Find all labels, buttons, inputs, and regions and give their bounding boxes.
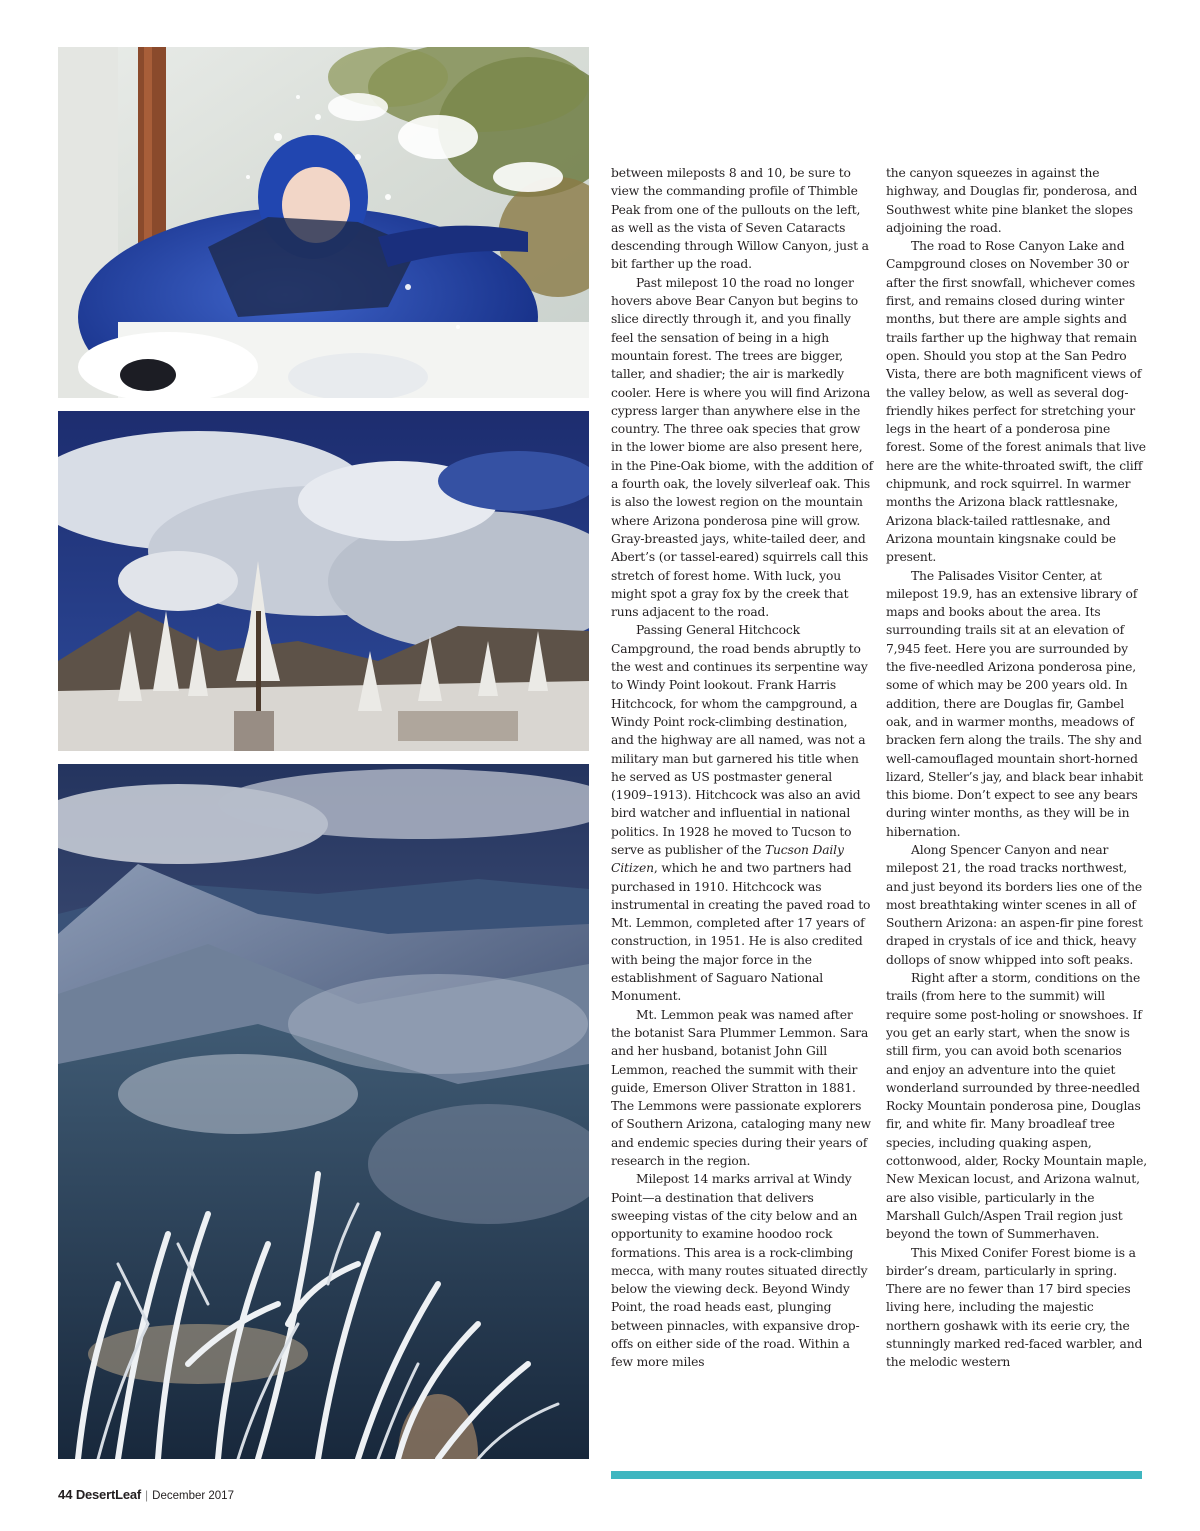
page-number: 44	[58, 1487, 73, 1502]
page-footer	[58, 1487, 234, 1502]
col2-paragraph-2: The road to Rose Canyon Lake and Campground closes on November 30 or after the first snowfall, whichever comes first, and remains closed during winter months, but there are ample sights and trails farther up the highway that remain open. Should you stop at the San Pedro Vista, there are both magnificent views of the valley below, as well as several dog-friendly hikes perfect for stretching your legs in the heart of a ponderosa pine forest. Some of the forest animals that live here are the white-throated swift, the cliff chipmunk, and rock squirrel. In warmer months the Arizona black rattlesnake, Arizona black-tailed rattlesnake, and Arizona mountain kingsnake could be present.	[886, 239, 1146, 565]
footer-separator: |	[145, 1488, 149, 1502]
col1-paragraph-3-part-2: , which he and two partners had purchased in 1910. Hitchcock was instrumental in creating the paved road to Mt. Lemmon, completed after 17 years of construction, in 1951. He is also credited with being the major force in the establishment of Saguaro National Monument.	[611, 861, 871, 1004]
photo-frosted-brush-ridges	[58, 764, 589, 1459]
col1-paragraph-5: Milepost 14 marks arrival at Windy Point—a destination that delivers sweeping vistas of the city below and an opportunity to examine hoodoo rock formations. This area is a rock-climbing mecca, with many routes situated directly below the viewing deck. Beyond Windy Point, the road heads east, plunging between pinnacles, with expansive drop-offs on either side of the road. Within a few more miles	[611, 1172, 868, 1370]
accent-rule	[611, 1471, 1142, 1479]
col1-paragraph-3	[611, 621, 873, 1005]
col2-paragraph-1: the canyon squeezes in against the highway, and Douglas fir, ponderosa, and Southwest white pine blanket the slopes adjoining the road.	[886, 166, 1138, 235]
col2-paragraph-4: Along Spencer Canyon and near milepost 21, the road tracks northwest, and just beyond its borders lies one of the most breathtaking winter scenes in all of Southern Arizona: an aspen-fir pine forest draped in crystals of ice and thick, heavy dollops of snow whipped into soft peaks.	[886, 842, 1143, 967]
photo-snowy-pines-sky	[58, 411, 589, 751]
col2-paragraph-6: This Mixed Conifer Forest biome is a birder’s dream, particularly in spring. There are no fewer than 17 bird species living here, including the majestic northern goshawk with its eerie cry, the stunningly marked red-faced warbler, and the melodic western	[886, 1245, 1143, 1370]
article-column-2	[886, 164, 1148, 1372]
col1-paragraph-2: Past milepost 10 the road no longer hovers above Bear Canyon but begins to slice directly through it, and you finally feel the sensation of being in a high mountain forest. The trees are bigger, taller, and shadier; the air is markedly cooler. Here is where you will find Arizona cypress larger than anywhere else in the country. The three oak species that grow in the lower biome are also present here, in the Pine-Oak biome, with the addition of a fourth oak, the lovely silverleaf oak. This is also the lowest region on the mountain where Arizona ponderosa pine will grow. Gray-breasted jays, white-tailed deer, and Abert’s (or tassel-eared) squirrels call this stretch of forest home. With luck, you might spot a gray fox by the creek that runs adjacent to the road.	[611, 275, 873, 620]
col1-paragraph-4: Mt. Lemmon peak was named after the botanist Sara Plummer Lemmon. Sara and her husband, botanist John Gill Lemmon, reached the summit with their guide, Emerson Oliver Stratton in 1881. The Lemmons were passionate explorers of Southern Arizona, cataloging many new and endemic species during their years of research in the region.	[611, 1007, 871, 1169]
photo-child-in-snow	[58, 47, 589, 398]
article-column-1	[611, 164, 873, 1372]
col2-paragraph-5: Right after a storm, conditions on the trails (from here to the summit) will require some post-holing or snowshoes. If you get an early start, when the snow is still firm, you can avoid both scenarios and enjoy an adventure into the quiet wonderland surrounded by three-needled Rocky Mountain ponderosa pine, Douglas fir, and white fir. Many broadleaf tree species, including quaking aspen, cottonwood, alder, Rocky Mountain maple, New Mexican locust, and Arizona walnut, are also visible, particularly in the Marshall Gulch/Aspen Trail region just beyond the town of Summerhaven.	[886, 971, 1147, 1242]
col2-paragraph-3: The Palisades Visitor Center, at milepost 19.9, has an extensive library of maps and books about the area. Its surrounding trails sit at an elevation of 7,945 feet. Here you are surrounded by the five-needled Arizona ponderosa pine, some of which may be 200 years old. In addition, there are Douglas fir, Gambel oak, and in warmer months, meadows of bracken fern along the trails. The shy and well-camouflaged mountain short-horned lizard, Steller’s jay, and black bear inhabit this biome. Don’t expect to see any bears during winter months, as they will be in hibernation.	[886, 568, 1144, 839]
col1-paragraph-3-part-1: Passing General Hitchcock Campground, the road bends abruptly to the west and continues its serpentine way to Windy Point lookout. Frank Harris Hitchcock, for whom the campground, a Windy Point rock-climbing destination, and the highway are all named, was not a military man but garnered his title when he served as US postmaster general (1909–1913). Hitchcock was also an avid bird watcher and influential in national politics. In 1928 he moved to Tucson to serve as publisher of the	[611, 623, 868, 857]
magazine-name: DesertLeaf	[75, 1487, 142, 1502]
col1-paragraph-1: between mileposts 8 and 10, be sure to view the commanding profile of Thimble Peak from one of the pullouts on the left, as well as the vista of Seven Cataracts descending through Willow Canyon, just a bit farther up the road.	[611, 166, 869, 272]
issue-date: December 2017	[152, 1490, 234, 1502]
newspaper-title: Tucson Daily Citizen	[611, 842, 844, 876]
